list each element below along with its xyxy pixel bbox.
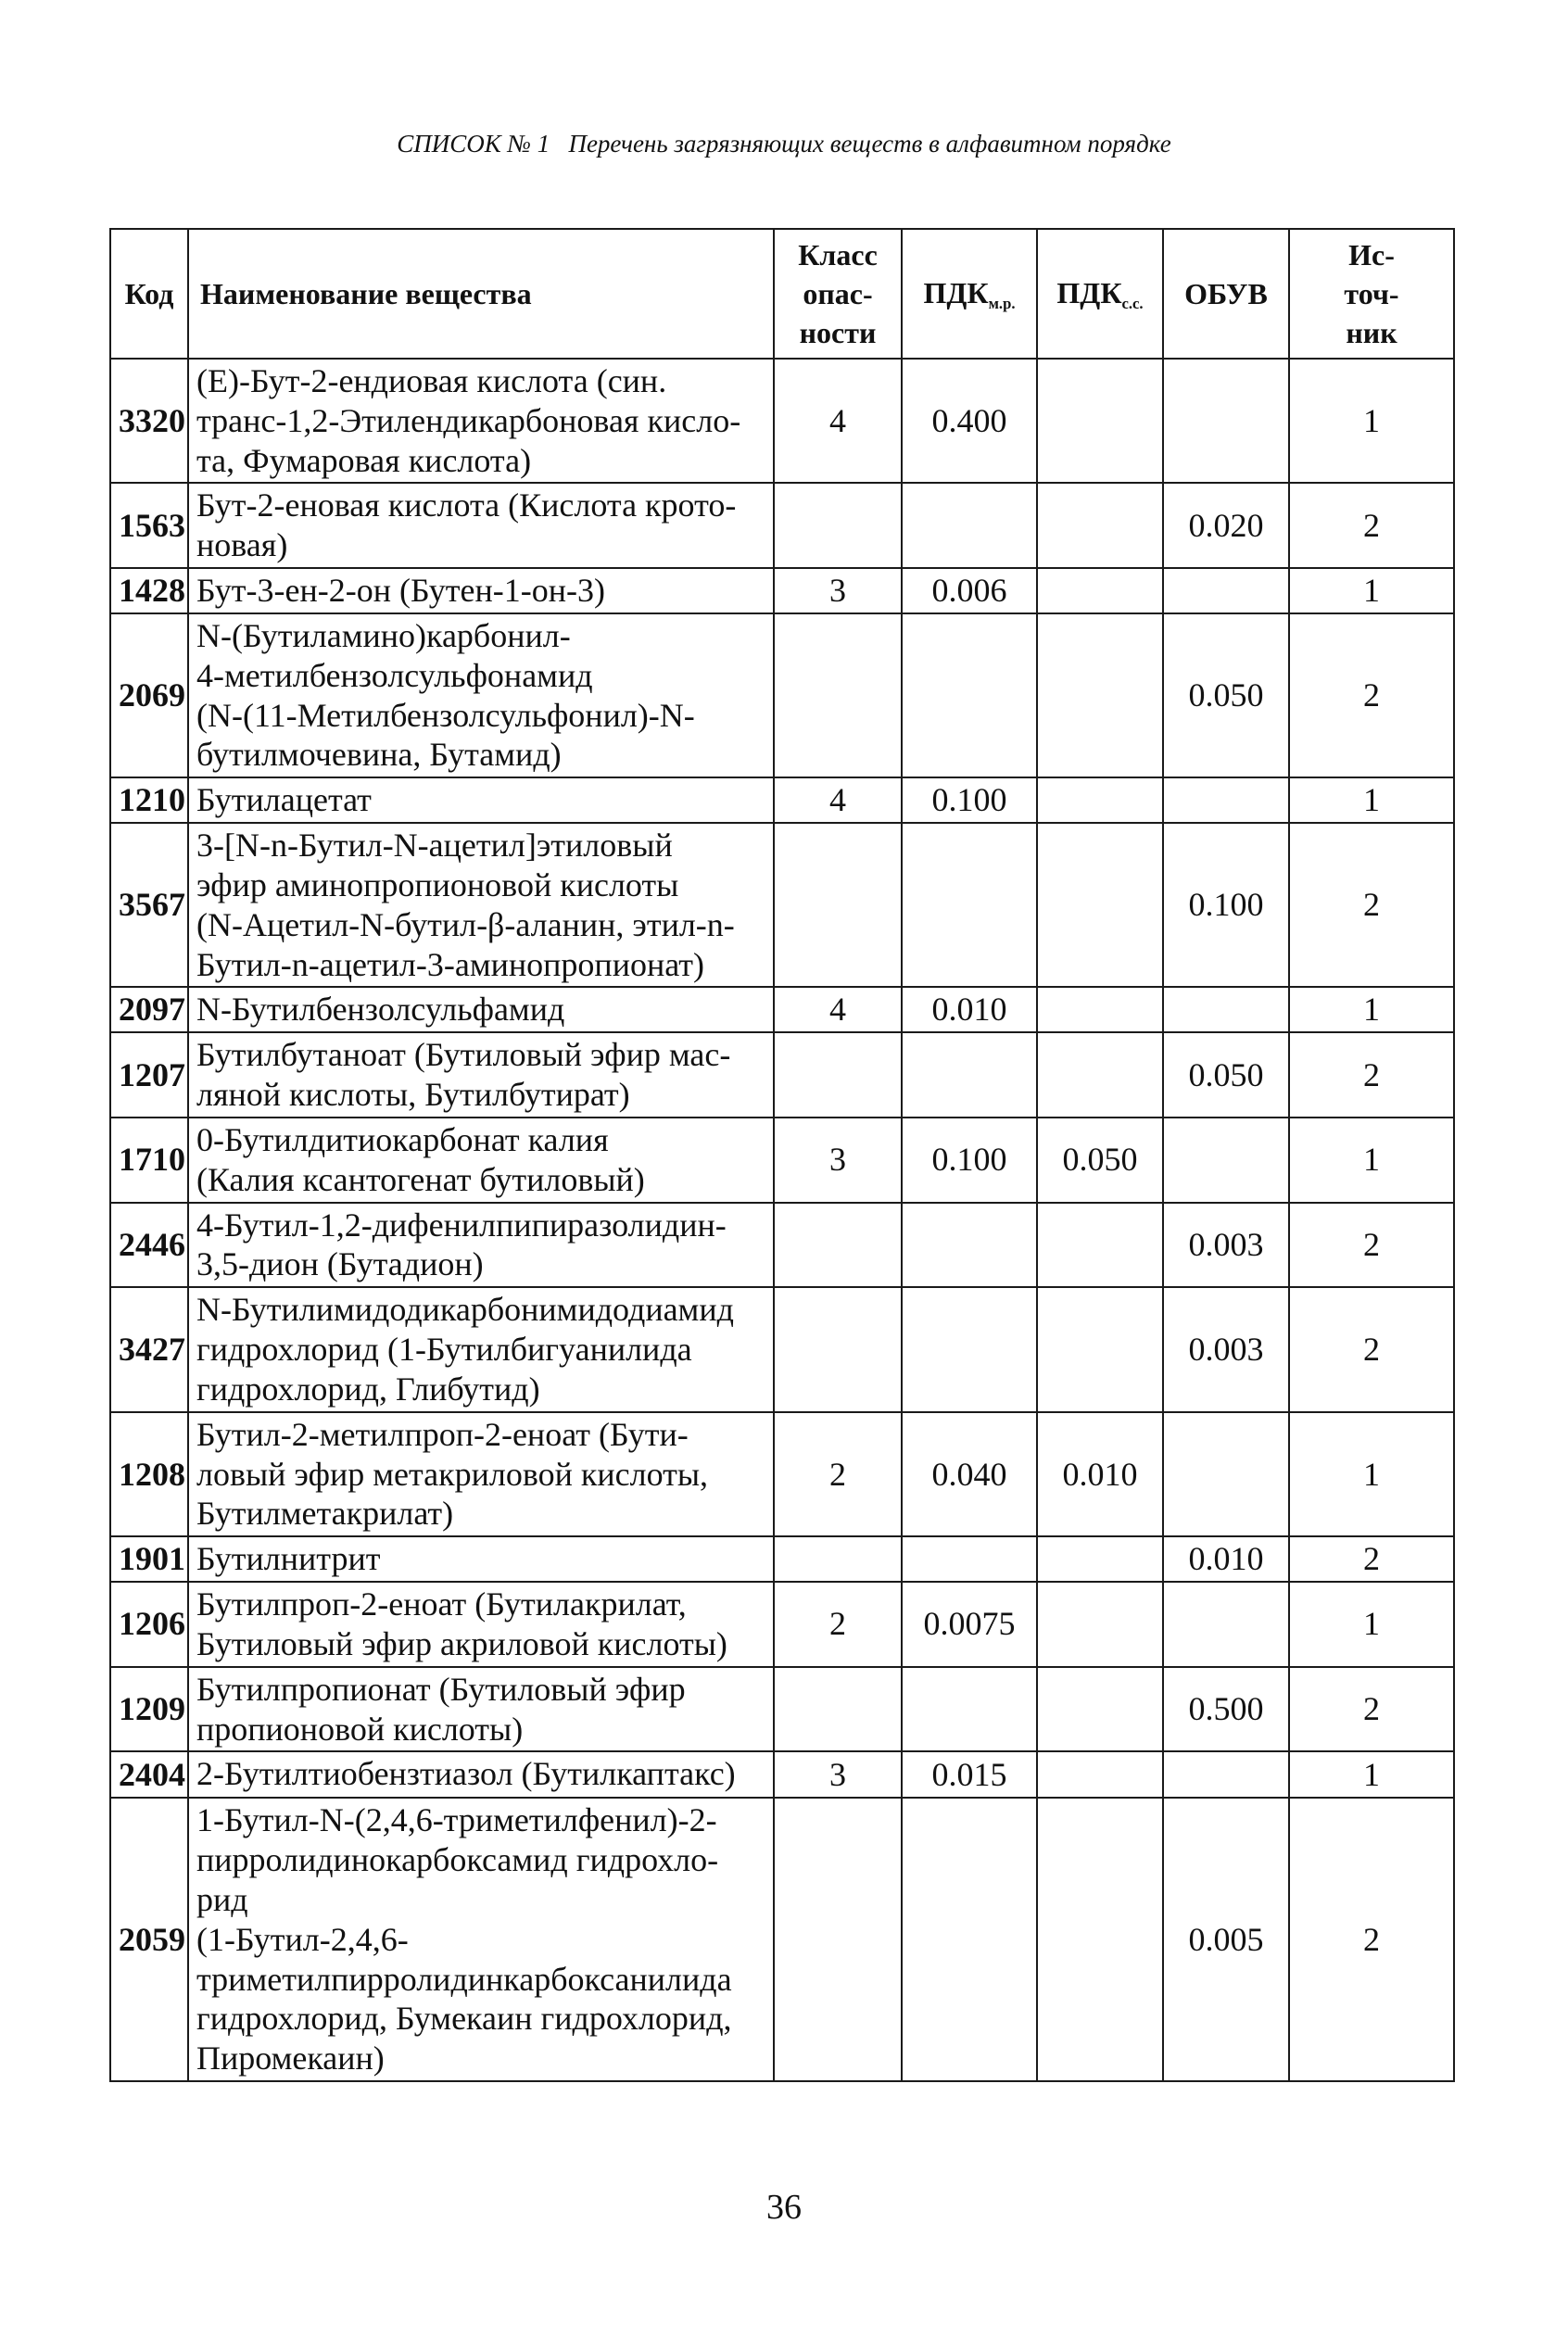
table-row: [110, 359, 1454, 483]
substance-name: [188, 987, 774, 1032]
substance-name-line: N-(Бутиламино)карбонил-: [196, 616, 571, 654]
hazard-class-value: 3: [774, 568, 902, 613]
col-header-pdk-ss: $ПДК_{с.с.}$: [1037, 229, 1163, 359]
substance-name-line: Бутилнитрит: [196, 1540, 381, 1578]
substance-name: [188, 1203, 774, 1288]
pdk-ss-value: [1037, 1751, 1163, 1798]
substance-code: 2097: [110, 987, 188, 1032]
substance-name-line: (Калия ксантогенат бутиловый): [196, 1160, 645, 1198]
substance-name: [188, 1287, 774, 1411]
source-value: 1: [1289, 777, 1454, 823]
hazard-class-value: [774, 1032, 902, 1118]
substance-name: [188, 613, 774, 777]
substance-code: 2404: [110, 1751, 188, 1798]
substance-name: [188, 1032, 774, 1118]
source-value: 1: [1289, 359, 1454, 483]
substance-name-line: Бутилацетат: [196, 781, 372, 819]
col-header-source: Ис- точ- ник: [1289, 229, 1454, 359]
substance-name-line: Бутилбутаноат (Бутиловый эфир мас-: [196, 1036, 731, 1074]
table-row: [110, 568, 1454, 613]
pdk-mr-value: [902, 1287, 1037, 1411]
col-header-name: Наименование вещества: [188, 229, 774, 359]
pdk-mr-value: [902, 1667, 1037, 1752]
substance-name-line: Бутилпропионат (Бутиловый эфир: [196, 1670, 686, 1708]
obuv-value: [1163, 1118, 1289, 1203]
obuv-value: [1163, 1751, 1289, 1798]
substance-name: [188, 823, 774, 987]
substance-name-line: Бутилпроп-2-еноат (Бутилакрилат,: [196, 1585, 687, 1623]
col-header-code: Код: [110, 229, 188, 359]
obuv-value: [1163, 1582, 1289, 1667]
substance-name: [188, 1118, 774, 1203]
table-row: [110, 1536, 1454, 1582]
substance-code: 2069: [110, 613, 188, 777]
pdk-ss-value: [1037, 1582, 1163, 1667]
page-header: [0, 130, 1568, 158]
hazard-class-value: 2: [774, 1582, 902, 1667]
substance-code: 3567: [110, 823, 188, 987]
substance-name-line: N-Бутилбензолсульфамид: [196, 991, 565, 1029]
pdk-ss-value: 0.050: [1037, 1118, 1163, 1203]
source-value: 2: [1289, 823, 1454, 987]
hazard-class-value: [774, 1203, 902, 1288]
table-row: [110, 1118, 1454, 1203]
obuv-value: [1163, 568, 1289, 613]
hazard-class-value: [774, 483, 902, 568]
pdk-mr-value: 0.015: [902, 1751, 1037, 1798]
source-value: 2: [1289, 1287, 1454, 1411]
col-header-hazard-class: Класс опас- ности: [774, 229, 902, 359]
substance-code: 2059: [110, 1798, 188, 2081]
substance-name-line: гидрохлорид, Бумекаин гидрохлорид,: [196, 2000, 732, 2038]
source-value: 2: [1289, 1667, 1454, 1752]
obuv-value: [1163, 1412, 1289, 1536]
pdk-mr-value: 0.0075: [902, 1582, 1037, 1667]
substance-name-line: (1-Бутил-2,4,6-: [196, 1920, 409, 1958]
obuv-value: [1163, 359, 1289, 483]
table-row: [110, 1412, 1454, 1536]
pdk-mr-value: 0.400: [902, 359, 1037, 483]
substance-name-line: 2-Бутилтиобензтиазол (Бутилкаптакс): [196, 1755, 736, 1793]
substance-name-line: Бутил-2-метилпроп-2-еноат (Бути-: [196, 1415, 689, 1453]
substance-name-line: Бут-2-еновая кислота (Кислота крото-: [196, 486, 737, 524]
hazard-class-value: 2: [774, 1412, 902, 1536]
table-row: [110, 777, 1454, 823]
substance-name: [188, 1536, 774, 1582]
pdk-ss-value: [1037, 568, 1163, 613]
pdk-ss-value: [1037, 987, 1163, 1032]
substance-name-line: Бутиловый эфир акриловой кислоты): [196, 1624, 727, 1662]
substance-name-line: (N-Ацетил-N-бутил-β-аланин, этил-n-: [196, 905, 735, 943]
hazard-class-value: 3: [774, 1118, 902, 1203]
source-value: 2: [1289, 1798, 1454, 2081]
hazard-class-value: 4: [774, 359, 902, 483]
substance-name-line: Пиромекаин): [196, 2040, 385, 2077]
substance-name: [188, 1667, 774, 1752]
pdk-mr-value: 0.100: [902, 777, 1037, 823]
hazard-class-value: [774, 1536, 902, 1582]
substance-code: 3320: [110, 359, 188, 483]
obuv-value: 0.050: [1163, 1032, 1289, 1118]
substance-name-line: (N-(11-Метилбензолсульфонил)-N-: [196, 696, 695, 734]
page-number: 36: [766, 2188, 802, 2227]
col-header-pdk-mr: $ПДК_{м.р.}$: [902, 229, 1037, 359]
pdk-mr-value: [902, 1798, 1037, 2081]
substance-code: 1428: [110, 568, 188, 613]
obuv-value: 0.010: [1163, 1536, 1289, 1582]
pdk-mr-value: 0.100: [902, 1118, 1037, 1203]
obuv-value: [1163, 777, 1289, 823]
obuv-value: 0.003: [1163, 1287, 1289, 1411]
substance-name-line: 4-метилбензолсульфонамид: [196, 656, 593, 694]
list-subtitle: Перечень загрязняющих веществ в алфавитном порядке: [568, 130, 1171, 158]
table-row: [110, 987, 1454, 1032]
source-value: 2: [1289, 1203, 1454, 1288]
hazard-class-value: 3: [774, 1751, 902, 1798]
substance-name-line: новая): [196, 526, 288, 564]
source-value: 1: [1289, 1412, 1454, 1536]
substance-code: 1207: [110, 1032, 188, 1118]
table-row: [110, 1667, 1454, 1752]
source-value: 2: [1289, 613, 1454, 777]
table-row: [110, 1798, 1454, 2081]
pdk-ss-value: [1037, 483, 1163, 568]
pdk-mr-value: 0.040: [902, 1412, 1037, 1536]
pdk-mr-value: 0.006: [902, 568, 1037, 613]
substances-table: [109, 228, 1455, 2082]
source-value: 1: [1289, 1118, 1454, 1203]
substance-code: 1209: [110, 1667, 188, 1752]
hazard-class-value: [774, 1667, 902, 1752]
pdk-mr-value: [902, 1536, 1037, 1582]
table-row: [110, 823, 1454, 987]
hazard-class-value: 4: [774, 777, 902, 823]
substance-name: [188, 1582, 774, 1667]
substance-name-line: Бутилметакрилат): [196, 1495, 454, 1533]
obuv-value: 0.005: [1163, 1798, 1289, 2081]
substance-name-line: пирролидинокарбоксамид гидрохло-: [196, 1841, 719, 1879]
substance-name: [188, 1798, 774, 2081]
substance-name-line: 1-Бутил-N-(2,4,6-триметилфенил)-2-: [196, 1801, 717, 1839]
pdk-mr-value: [902, 1032, 1037, 1118]
pdk-ss-value: [1037, 1536, 1163, 1582]
substance-code: 1210: [110, 777, 188, 823]
obuv-value: 0.500: [1163, 1667, 1289, 1752]
substance-name-line: Бутил-n-ацетил-3-аминопропионат): [196, 945, 704, 983]
source-value: 1: [1289, 987, 1454, 1032]
substance-name-line: пропионовой кислоты): [196, 1710, 524, 1748]
table-row: [110, 1203, 1454, 1288]
substance-name-line: ловый эфир метакриловой кислоты,: [196, 1455, 709, 1493]
obuv-value: 0.020: [1163, 483, 1289, 568]
substance-name-line: рид: [196, 1880, 248, 1918]
pdk-ss-value: [1037, 1287, 1163, 1411]
source-value: 1: [1289, 1582, 1454, 1667]
obuv-value: [1163, 987, 1289, 1032]
obuv-value: 0.050: [1163, 613, 1289, 777]
pdk-ss-value: 0.010: [1037, 1412, 1163, 1536]
substance-name-line: 3,5-дион (Бутадион): [196, 1245, 484, 1283]
table-body: [110, 359, 1454, 2081]
substance-name-line: гидрохлорид (1-Бутилбигуанилида: [196, 1331, 692, 1369]
substance-code: 1563: [110, 483, 188, 568]
pdk-ss-value: [1037, 823, 1163, 987]
hazard-class-value: [774, 613, 902, 777]
source-value: 2: [1289, 483, 1454, 568]
obuv-value: 0.003: [1163, 1203, 1289, 1288]
pdk-ss-value: [1037, 359, 1163, 483]
substance-name-line: бутилмочевина, Бутамид): [196, 736, 562, 774]
pdk-ss-value: [1037, 1798, 1163, 2081]
substance-name-line: транс-1,2-Этилендикарбоновая кисло-: [196, 401, 741, 439]
source-value: 1: [1289, 568, 1454, 613]
substance-name-line: эфир аминопропионовой кислоты: [196, 865, 679, 903]
pdk-ss-value: [1037, 1203, 1163, 1288]
substance-name-line: N-Бутилимидодикарбонимидодиамид: [196, 1291, 734, 1329]
table-row: [110, 1582, 1454, 1667]
hazard-class-value: [774, 1798, 902, 2081]
table-row: [110, 1032, 1454, 1118]
source-value: 2: [1289, 1032, 1454, 1118]
substance-name-line: гидрохлорид, Глибутид): [196, 1370, 540, 1408]
table-row: [110, 483, 1454, 568]
substance-name-line: та, Фумаровая кислота): [196, 441, 532, 479]
hazard-class-value: [774, 823, 902, 987]
pdk-ss-value: [1037, 613, 1163, 777]
substance-name: [188, 568, 774, 613]
substance-name-line: ляной кислоты, Бутилбутират): [196, 1076, 630, 1114]
substance-code: 1206: [110, 1582, 188, 1667]
pdk-mr-value: [902, 613, 1037, 777]
substance-code: 2446: [110, 1203, 188, 1288]
obuv-value: 0.100: [1163, 823, 1289, 987]
col-header-obuv: ОБУВ: [1163, 229, 1289, 359]
substance-name-line: 0-Бутилдитиокарбонат калия: [196, 1120, 609, 1158]
substance-name: [188, 1751, 774, 1798]
substance-name: [188, 359, 774, 483]
substance-name: [188, 483, 774, 568]
substance-name-line: Бут-3-ен-2-он (Бутен-1-он-3): [196, 572, 605, 610]
substance-code: 1208: [110, 1412, 188, 1536]
pdk-mr-value: [902, 1203, 1037, 1288]
substance-name: [188, 777, 774, 823]
substance-name-line: (Е)-Бут-2-ендиовая кислота (син.: [196, 362, 667, 399]
pdk-mr-value: 0.010: [902, 987, 1037, 1032]
pdk-ss-value: [1037, 1032, 1163, 1118]
substance-name-line: 4-Бутил-1,2-дифенилпипиразолидин-: [196, 1206, 727, 1244]
pdk-ss-value: [1037, 777, 1163, 823]
table-row: [110, 613, 1454, 777]
header-row: [110, 229, 1454, 359]
hazard-class-value: [774, 1287, 902, 1411]
substance-name: [188, 1412, 774, 1536]
table-row: [110, 1287, 1454, 1411]
substance-code: 1901: [110, 1536, 188, 1582]
list-label: СПИСОК № 1: [397, 130, 550, 158]
substance-code: 1710: [110, 1118, 188, 1203]
pdk-ss-value: [1037, 1667, 1163, 1752]
table-row: [110, 1751, 1454, 1798]
substance-name-line: триметилпирролидинкарбоксанилида: [196, 1960, 732, 1998]
source-value: 2: [1289, 1536, 1454, 1582]
substance-name-line: 3-[N-n-Бутил-N-ацетил]этиловый: [196, 827, 673, 865]
hazard-class-value: 4: [774, 987, 902, 1032]
source-value: 1: [1289, 1751, 1454, 1798]
pdk-mr-value: [902, 483, 1037, 568]
substance-code: 3427: [110, 1287, 188, 1411]
pdk-mr-value: [902, 823, 1037, 987]
